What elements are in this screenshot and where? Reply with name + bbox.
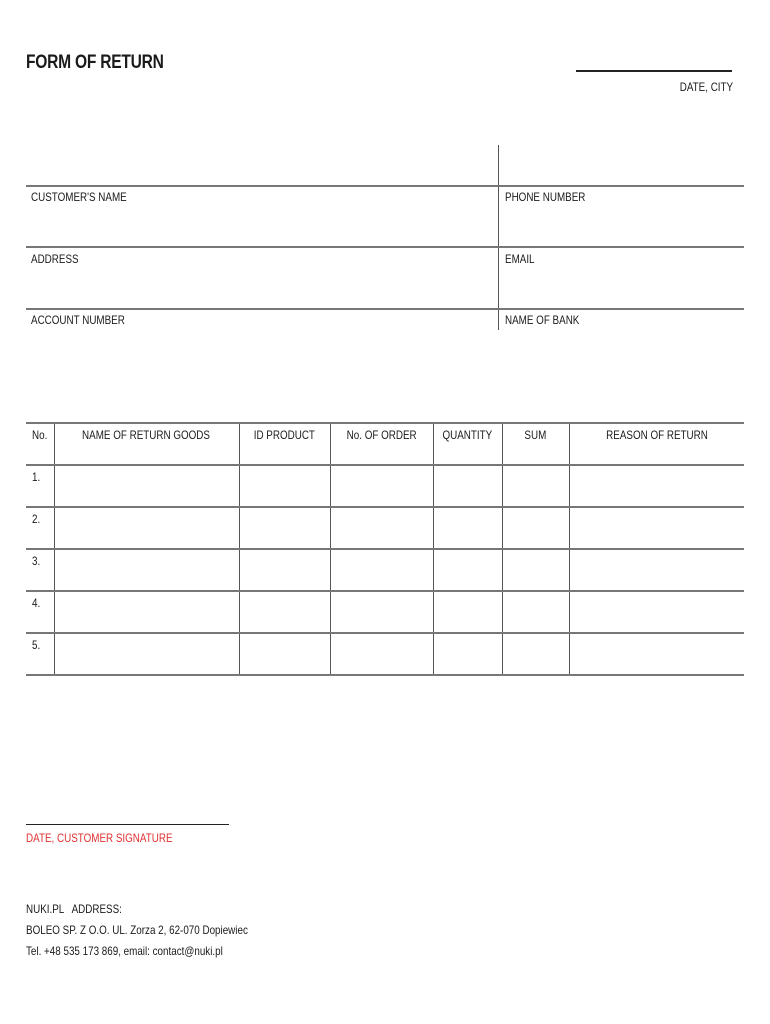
- table-cell[interactable]: [569, 591, 744, 633]
- customer-info-section: [26, 145, 744, 330]
- row-divider: [26, 185, 744, 187]
- table-cell[interactable]: [239, 507, 330, 549]
- table-cell[interactable]: [330, 549, 433, 591]
- table-cell[interactable]: [433, 507, 502, 549]
- table-cell[interactable]: [569, 633, 744, 675]
- table-cell[interactable]: [330, 507, 433, 549]
- column-header: NAME OF RETURN GOODS: [54, 423, 239, 465]
- table-cell[interactable]: [330, 591, 433, 633]
- table-cell[interactable]: [502, 549, 569, 591]
- table-cell[interactable]: [433, 549, 502, 591]
- column-header: No.: [32, 428, 48, 442]
- footer-line: BOLEO SP. Z O.O. UL. Zorza 2, 62-070 Dopiewiec: [26, 923, 248, 937]
- table-cell[interactable]: [330, 465, 433, 507]
- row-number: 3.: [32, 554, 41, 568]
- table-cell[interactable]: [54, 549, 239, 591]
- table-cell[interactable]: [433, 465, 502, 507]
- table-cell[interactable]: [502, 507, 569, 549]
- table-cell[interactable]: [502, 465, 569, 507]
- table-row: [26, 591, 744, 633]
- column-header: REASON OF RETURN: [569, 423, 744, 465]
- column-divider: [498, 145, 499, 330]
- bank-name-label: NAME OF BANK: [505, 313, 580, 327]
- table-cell[interactable]: [239, 633, 330, 675]
- signature-line: [26, 824, 229, 825]
- table-row: [26, 549, 744, 591]
- table-cell[interactable]: [330, 633, 433, 675]
- footer-line: Tel. +48 535 173 869, email: contact@nuki.pl: [26, 944, 223, 958]
- row-divider: [26, 308, 744, 310]
- table-cell[interactable]: [54, 633, 239, 675]
- row-number: 2.: [32, 512, 41, 526]
- form-title: FORM OF RETURN: [26, 52, 164, 73]
- table-cell[interactable]: [569, 549, 744, 591]
- row-divider: [26, 246, 744, 248]
- address-label: ADDRESS: [31, 252, 79, 266]
- table-cell[interactable]: [433, 633, 502, 675]
- column-header: SUM: [502, 423, 569, 465]
- table-cell[interactable]: [54, 591, 239, 633]
- email-label: EMAIL: [505, 252, 535, 266]
- row-number: 1.: [32, 470, 41, 484]
- account-number-label: ACCOUNT NUMBER: [31, 313, 125, 327]
- return-goods-table: [26, 422, 744, 676]
- column-header: QUANTITY: [433, 423, 502, 465]
- footer-line: NUKI.PL ADDRESS:: [26, 902, 122, 916]
- signature-label: DATE, CUSTOMER SIGNATURE: [26, 831, 173, 845]
- table-cell[interactable]: [54, 465, 239, 507]
- table-cell[interactable]: [433, 591, 502, 633]
- table-cell[interactable]: [54, 507, 239, 549]
- table-cell[interactable]: [239, 465, 330, 507]
- table-row: [26, 465, 744, 507]
- table-cell[interactable]: [502, 591, 569, 633]
- date-city-label: DATE, CITY: [679, 80, 733, 94]
- table-header-row: [26, 423, 744, 465]
- company-footer: [26, 899, 297, 962]
- column-header: No. OF ORDER: [330, 423, 433, 465]
- customer-name-label: CUSTOMER'S NAME: [31, 190, 127, 204]
- table-cell[interactable]: [569, 465, 744, 507]
- table-row: [26, 507, 744, 549]
- column-header: ID PRODUCT: [239, 423, 330, 465]
- table-cell[interactable]: [502, 633, 569, 675]
- table-cell[interactable]: [569, 507, 744, 549]
- table-cell[interactable]: [239, 549, 330, 591]
- table-row: [26, 633, 744, 675]
- date-city-line: [576, 70, 732, 72]
- row-number: 5.: [32, 638, 41, 652]
- row-number: 4.: [32, 596, 41, 610]
- table-cell[interactable]: [239, 591, 330, 633]
- phone-number-label: PHONE NUMBER: [505, 190, 586, 204]
